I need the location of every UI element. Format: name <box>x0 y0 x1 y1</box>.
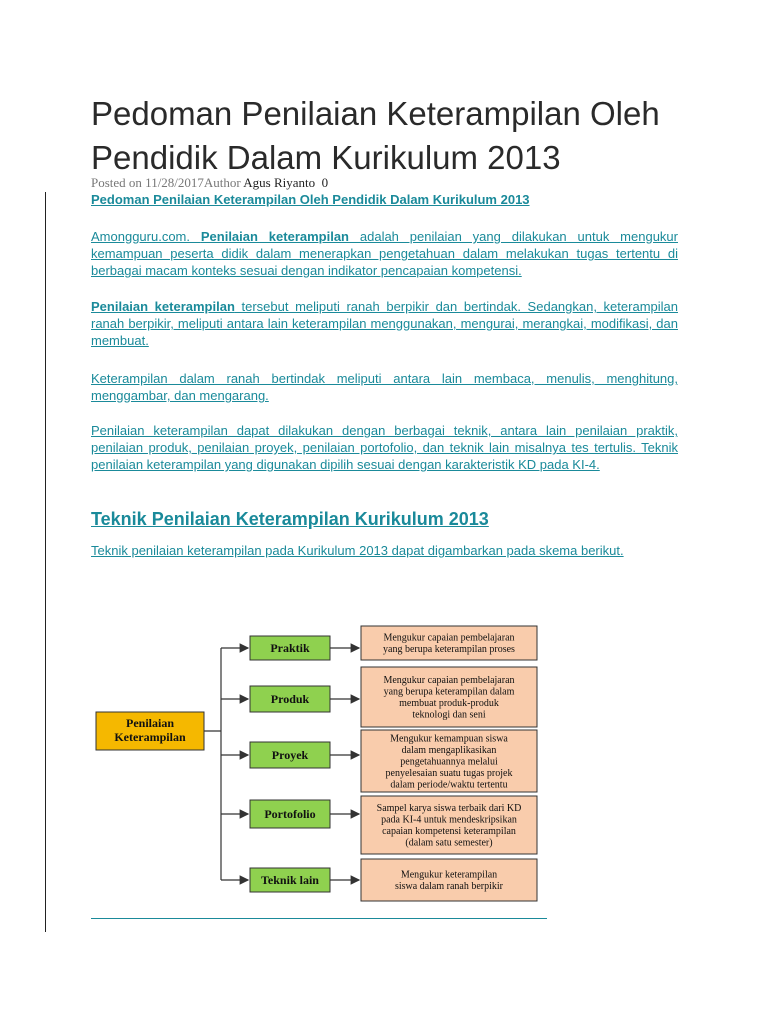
paragraph-definition[interactable] <box>91 228 678 279</box>
description-line: dalam mengaplikasikan <box>401 744 497 756</box>
description-line: Mengukur capaian pembelajaran <box>383 632 515 644</box>
comment-count[interactable]: 0 <box>321 175 329 190</box>
paragraph-techniques[interactable]: Penilaian keterampilan dapat dilakukan dengan berbagai teknik, antara lain penilaian praktik, penilaian produk, penilaian proyek, penilaian portofolio, dan teknik lain misalnya tes tertulis. Teknik penilaian keterampilan yang digunakan dipilih sesuai dengan karakteristik KD pada KI-4. <box>91 423 678 472</box>
description-line: (dalam satu semester) <box>405 837 493 849</box>
p2-bold: Penilaian keterampilan <box>91 299 235 314</box>
technique-label: Teknik lain <box>261 873 319 887</box>
description-line: Mengukur capaian pembelajaran <box>383 675 515 686</box>
description-line: Sampel karya siswa terbaik dari KD <box>376 803 522 814</box>
description-line: capaian kompetensi keterampilan <box>382 826 516 837</box>
root-label-line: Keterampilan <box>114 730 186 744</box>
p1-rest: adalah penilaian yang dilakukan untuk mengukur kemampuan peserta didik dalam menerapkan pengetahuan dalam melakukan tugas tertentu di berbagai macam konteks sesuai dengan indikator pencapaian kompetensi. <box>91 229 678 278</box>
author-name[interactable]: Agus Riyanto <box>240 175 316 190</box>
post-date: 11/28/2017 <box>145 175 204 190</box>
posted-prefix: Posted on <box>91 175 146 190</box>
bottom-divider <box>91 918 547 919</box>
technique-label: Produk <box>270 692 310 706</box>
p1-prefix: Amongguru.com. <box>91 229 201 244</box>
description-line: dalam periode/waktu tertentu <box>390 779 508 791</box>
page-title: Pedoman Penilaian Keterampilan Oleh Pendidik Dalam Kurikulum 2013 <box>91 95 660 176</box>
paragraph-action-domain[interactable]: Keterampilan dalam ranah bertindak meliputi antara lain membaca, menulis, menghitung, menggambar, dan mengarang. <box>91 371 678 403</box>
technique-label: Proyek <box>271 748 309 762</box>
description-line: teknologi dan seni <box>412 709 486 721</box>
paragraph-diagram-intro[interactable]: Teknik penilaian keterampilan pada Kurikulum 2013 dapat digambarkan pada skema berikut. <box>91 543 624 558</box>
description-line: membuat produk-produk <box>399 698 499 709</box>
description-line: pengetahuannya melalui <box>400 756 498 768</box>
paragraph-scope[interactable] <box>91 298 678 349</box>
technique-label: Portofolio <box>264 807 316 821</box>
article-link-title[interactable]: Pedoman Penilaian Keterampilan Oleh Pendidik Dalam Kurikulum 2013 <box>91 192 530 207</box>
description-line: penyelesaian suatu tugas projek <box>385 767 513 779</box>
p2-rest: tersebut meliputi ranah berpikir dan bertindak. Sedangkan, keterampilan ranah berpikir, meliputi antara lain keterampilan menggunakan, mengurai, merangkai, modifikasi, dan membuat. <box>91 299 678 348</box>
author-prefix: Author <box>203 175 241 190</box>
description-line: Mengukur kemampuan siswa <box>390 733 508 745</box>
description-line: siswa dalam ranah berpikir <box>394 881 504 892</box>
assessment-diagram <box>90 612 550 904</box>
technique-label: Praktik <box>270 641 310 655</box>
description-line: pada KI-4 untuk mendeskripsikan <box>381 814 517 826</box>
description-line: yang berupa keterampilan proses <box>383 644 515 655</box>
description-line: yang berupa keterampilan dalam <box>383 686 515 698</box>
root-label-line: Penilaian <box>125 716 175 730</box>
left-margin-rule <box>45 192 46 932</box>
description-line: Mengukur keterampilan <box>400 869 498 881</box>
p1-bold: Penilaian keterampilan <box>200 229 350 244</box>
post-meta <box>91 175 328 191</box>
section-heading[interactable]: Teknik Penilaian Keterampilan Kurikulum 2013 <box>91 509 489 529</box>
